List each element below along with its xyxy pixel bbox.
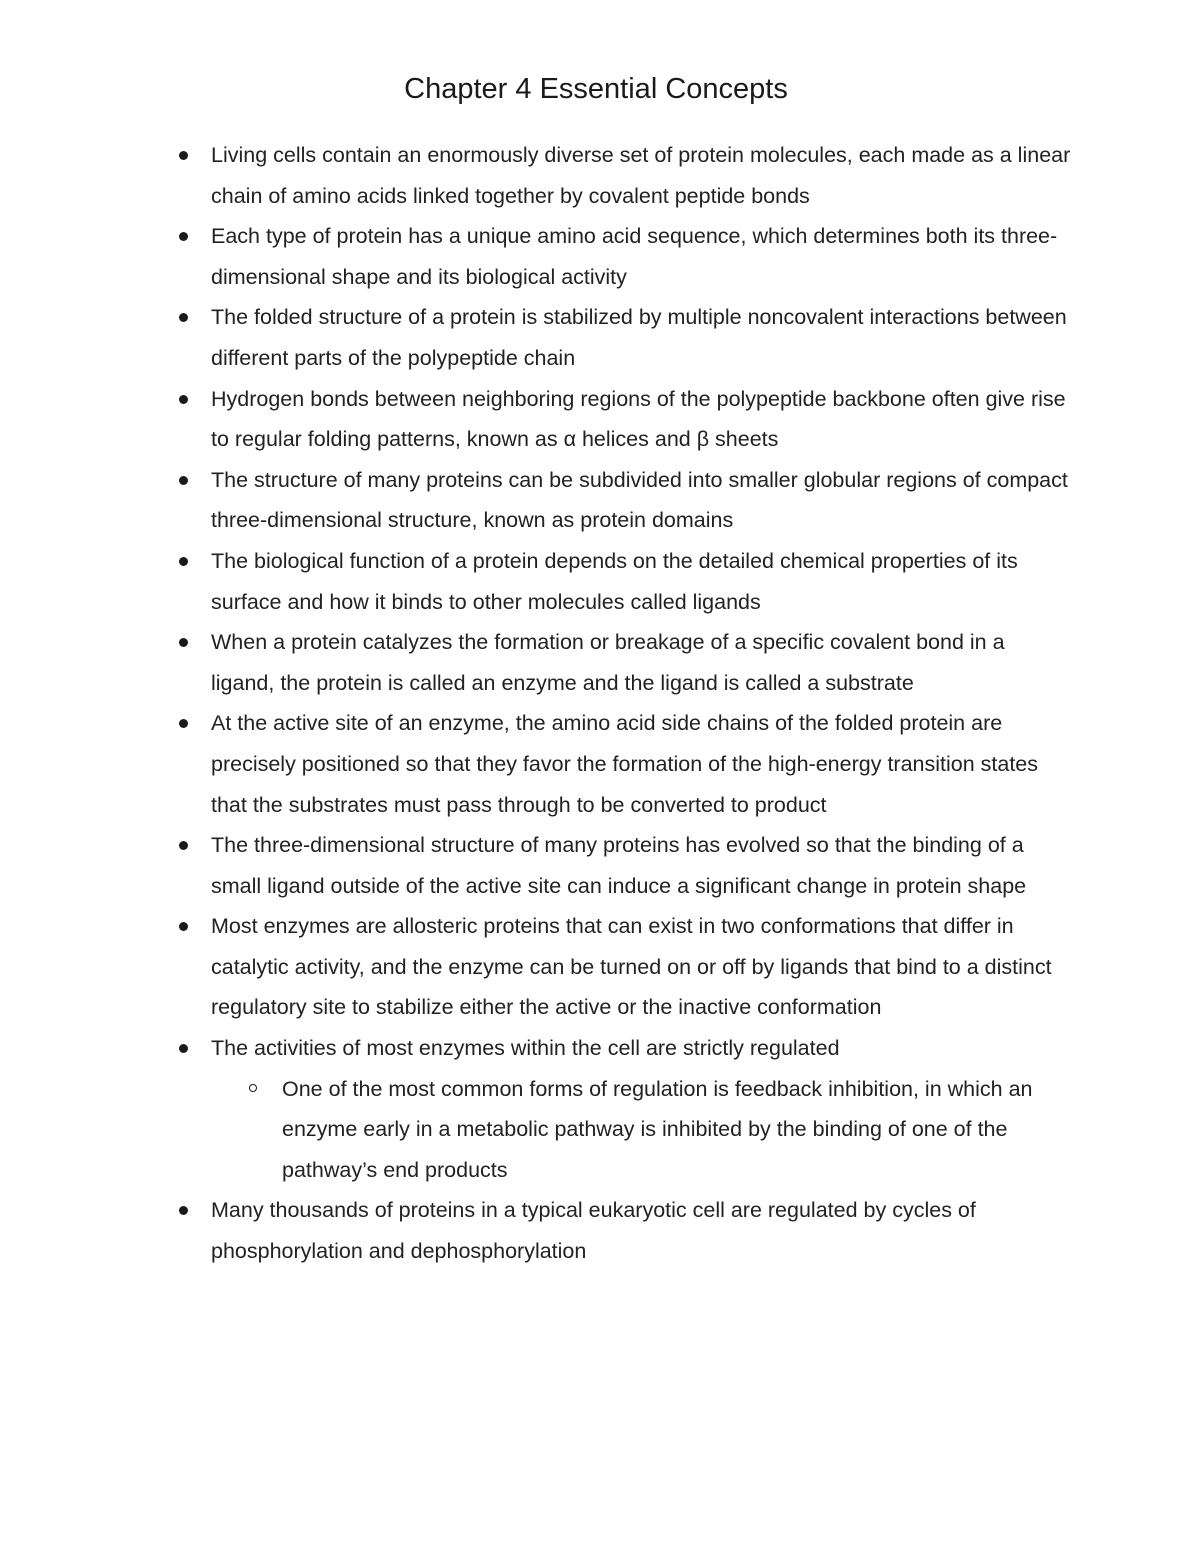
list-item <box>0 216 1071 297</box>
concept-list <box>0 135 1200 1272</box>
list-item <box>0 622 1071 703</box>
bullet-icon <box>179 313 188 322</box>
bullet-icon <box>179 395 188 404</box>
list-item-text: When a protein catalyzes the formation or breakage of a specific covalent bond in a ligand, the protein is called an enzyme and the ligand is called a substrate <box>211 630 1005 695</box>
list-item-text: The activities of most enzymes within the cell are strictly regulated <box>211 1036 840 1061</box>
list-item-text: The three-dimensional structure of many proteins has evolved so that the binding of a small ligand outside of the active site can induce a significant change in protein shape <box>211 833 1027 898</box>
list-item <box>0 541 1071 622</box>
bullet-icon <box>179 638 188 647</box>
list-item <box>0 1190 1071 1271</box>
list-item <box>0 825 1071 906</box>
hollow-bullet-icon <box>249 1084 257 1092</box>
list-item-text: The biological function of a protein depends on the detailed chemical properties of its surface and how it binds to other molecules called ligands <box>211 548 1018 614</box>
nested-list-item-text: One of the most common forms of regulation is feedback inhibition, in which an enzyme early in a metabolic pathway is inhibited by the binding of one of the pathway’s end products <box>282 1076 1033 1182</box>
bullet-icon <box>179 476 188 485</box>
list-item-text: At the active site of an enzyme, the amino acid side chains of the folded protein are precisely positioned so that they favor the formation of the high-energy transition states that the substrates must pass through to be converted to product <box>211 711 1039 817</box>
nested-list <box>211 1069 1071 1191</box>
bullet-icon <box>179 151 188 160</box>
bullet-icon <box>179 922 188 931</box>
list-item <box>0 1028 1071 1190</box>
bullet-icon <box>179 557 188 566</box>
list-item-text: The folded structure of a protein is stabilized by multiple noncovalent interactions between different parts of the polypeptide chain <box>211 305 1067 370</box>
list-item <box>0 703 1071 825</box>
list-item <box>0 135 1071 216</box>
list-item-text: Most enzymes are allosteric proteins that can exist in two conformations that differ in catalytic activity, and the enzyme can be turned on or off by ligands that bind to a distinct regulatory site to stabilize either the active or the inactive conformation <box>211 914 1052 1020</box>
list-item-text: Living cells contain an enormously diverse set of protein molecules, each made as a linear chain of amino acids linked together by covalent peptide bonds <box>211 143 1071 208</box>
list-item <box>0 906 1071 1028</box>
list-item <box>0 379 1071 460</box>
bullet-icon <box>179 719 188 728</box>
bullet-icon <box>179 1044 188 1053</box>
list-item-text: Each type of protein has a unique amino acid sequence, which determines both its three-dimensional shape and its biological activity <box>211 224 1058 289</box>
list-item-text: Many thousands of proteins in a typical eukaryotic cell are regulated by cycles of phosphorylation and dephosphorylation <box>211 1198 976 1264</box>
list-item <box>0 297 1071 378</box>
bullet-icon <box>179 841 188 850</box>
page-title: Chapter 4 Essential Concepts <box>404 73 788 105</box>
list-item-text: Hydrogen bonds between neighboring regions of the polypeptide backbone often give rise to regular folding patterns, known as α helices and β sheets <box>211 386 1066 452</box>
list-item <box>0 460 1071 541</box>
list-item-text: The structure of many proteins can be subdivided into smaller globular regions of compact three-dimensional structure, known as protein domains <box>211 467 1068 533</box>
nested-list-item <box>211 1069 1057 1191</box>
bullet-icon <box>179 1206 188 1215</box>
bullet-icon <box>179 232 188 241</box>
